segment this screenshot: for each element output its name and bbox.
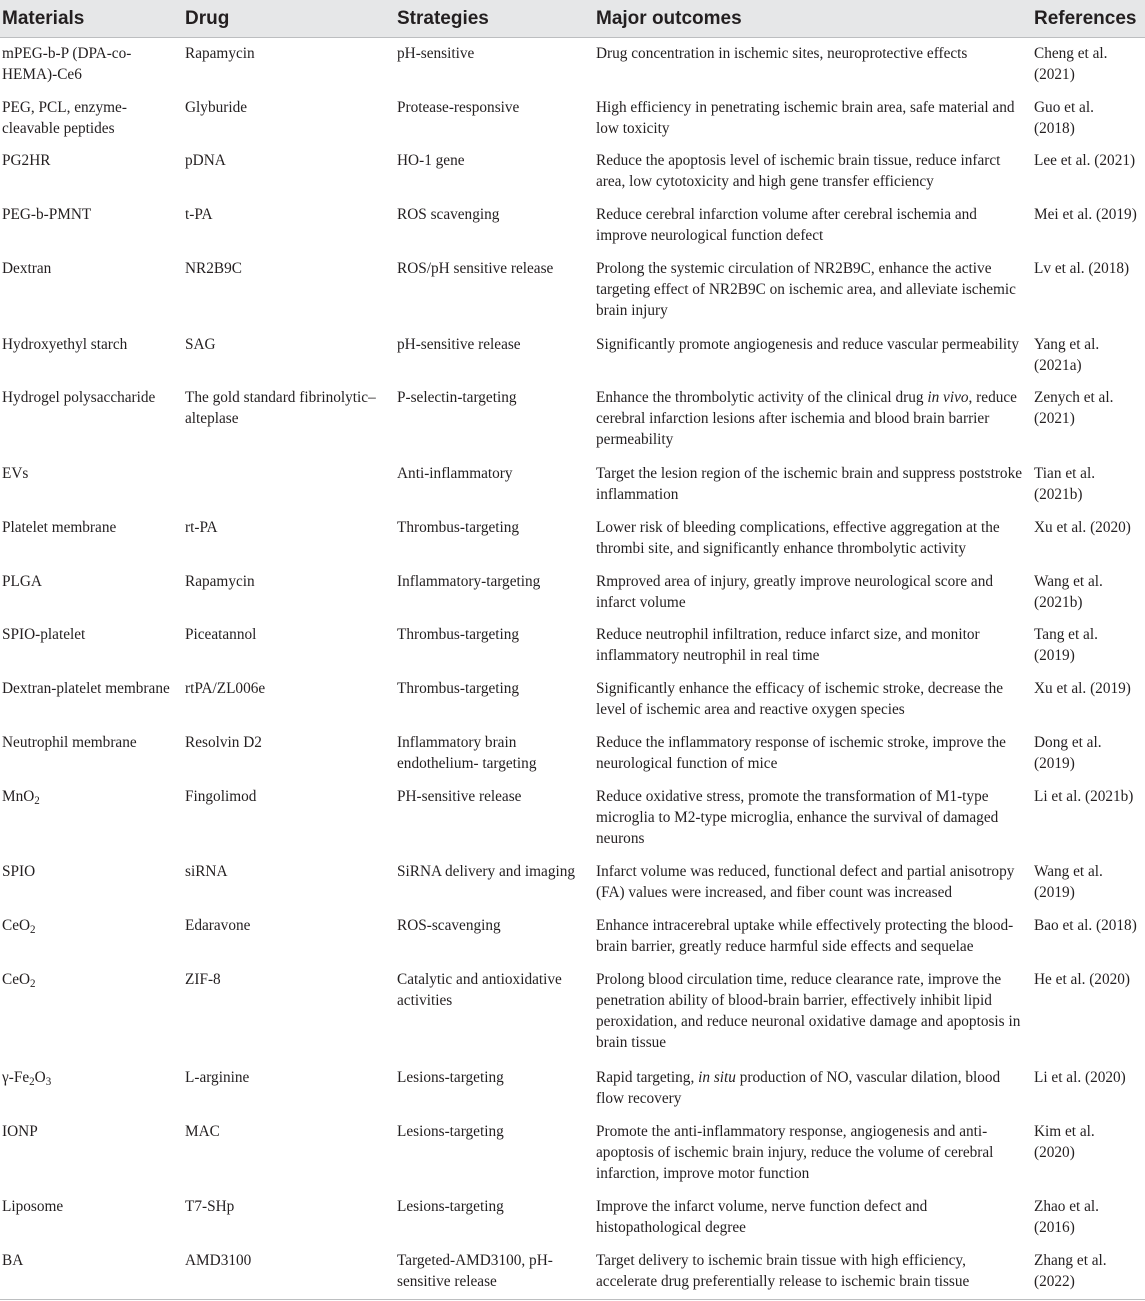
- strategies-cell: Inflammatory brain endothelium- targeting: [397, 733, 537, 772]
- outcomes-cell: Promote the anti-inflammatory response, angiogenesis and anti-apoptosis of ischemic brain injury, reduce the volume of cerebral infarction, improve motor function: [596, 1122, 994, 1182]
- drug-cell: T7-SHp: [185, 1198, 235, 1216]
- outcomes-cell: High efficiency in penetrating ischemic brain area, safe material and low toxicity: [596, 98, 1015, 137]
- outcomes-text: Enhance the thrombolytic activity of the clinical drug: [596, 389, 928, 407]
- materials-cell: PG2HR: [2, 152, 51, 170]
- strategies-cell: ROS-scavenging: [397, 917, 501, 935]
- strategies-cell: HO-1 gene: [397, 152, 465, 170]
- strategies-cell: ROS scavenging: [397, 206, 500, 224]
- references-cell: He et al. (2020): [1034, 970, 1130, 988]
- table-row: [0, 727, 1145, 781]
- outcomes-text: , reduce cerebral infarction lesions after ischemia and blood brain barrier permeability: [596, 389, 1017, 449]
- references-cell: Bao et al. (2018): [1034, 917, 1137, 935]
- outcomes-cell: [594, 1062, 1032, 1116]
- drug-cell: Edaravone: [185, 917, 251, 935]
- outcomes-cell: Significantly enhance the efficacy of ischemic stroke, decrease the level of ischemic area and reactive oxygen species: [596, 680, 1004, 719]
- references-cell: Mei et al. (2019): [1034, 206, 1137, 224]
- materials-formula: γ-Fe: [2, 1068, 30, 1086]
- drug-cell: pDNA: [185, 152, 226, 170]
- table-row: [0, 781, 1145, 857]
- references-cell: Dong et al. (2019): [1034, 733, 1102, 772]
- table-row: [0, 910, 1145, 964]
- drug-cell: Piceatannol: [185, 626, 257, 644]
- subscript: 2: [34, 794, 40, 807]
- references-cell: Wang et al. (2019): [1034, 863, 1103, 902]
- table-row: [0, 673, 1145, 727]
- outcomes-cell: Reduce the inflammatory response of ischemic stroke, improve the neurological function of mice: [596, 733, 1006, 772]
- outcomes-cell: Infarct volume was reduced, functional defect and partial anisotropy (FA) values were increased, and fiber count was increased: [596, 863, 1015, 902]
- materials-formula: O: [34, 1068, 46, 1086]
- references-cell: Lv et al. (2018): [1034, 259, 1130, 277]
- table-row: [0, 1116, 1145, 1192]
- table-row: [0, 92, 1145, 146]
- materials-cell: [0, 964, 183, 1062]
- table-row: [0, 619, 1145, 673]
- materials-cell: PLGA: [2, 572, 42, 590]
- drug-cell: AMD3100: [183, 1245, 395, 1299]
- drug-cell: siRNA: [185, 863, 228, 881]
- table-row: [0, 458, 1145, 512]
- drug-cell: Glyburide: [185, 98, 248, 116]
- outcomes-cell: Prolong blood circulation time, reduce clearance rate, improve the penetration ability of blood-brain barrier, effectively inhibit lipid peroxidation, and reduce neuronal oxidative damage and apoptosis in brain tissue: [596, 970, 1021, 1051]
- references-cell: Tang et al. (2019): [1034, 626, 1098, 665]
- outcomes-cell: Reduce the apoptosis level of ischemic brain tissue, reduce infarct area, low cytotoxicity and high gene transfer efficiency: [596, 152, 1001, 191]
- strategies-cell: P-selectin-targeting: [397, 389, 517, 407]
- table-row: [0, 512, 1145, 566]
- subscript: 2: [30, 923, 36, 936]
- materials-cell: Liposome: [2, 1198, 64, 1216]
- table-row: [0, 145, 1145, 199]
- table-row: [0, 38, 1145, 92]
- table-row: [0, 964, 1145, 1062]
- references-cell: Tian et al. (2021b): [1034, 465, 1096, 504]
- strategies-cell: pH-sensitive release: [397, 335, 521, 353]
- table-row: [0, 566, 1145, 620]
- strategies-cell: Targeted-AMD3100, pH-sensitive release: [395, 1245, 594, 1299]
- drug-cell: t-PA: [185, 206, 213, 224]
- table-row: [0, 856, 1145, 910]
- strategies-cell: Inflammatory-targeting: [397, 572, 541, 590]
- outcomes-italic: in situ: [698, 1068, 736, 1086]
- strategies-cell: Thrombus-targeting: [397, 680, 520, 698]
- header-references: References: [1032, 0, 1145, 38]
- references-cell: Zenych et al. (2021): [1034, 389, 1114, 428]
- strategies-cell: Thrombus-targeting: [397, 519, 520, 537]
- header-row: [0, 0, 1145, 38]
- materials-cell: EVs: [2, 465, 29, 483]
- materials-cell: IONP: [2, 1122, 38, 1140]
- strategies-cell: pH-sensitive: [397, 45, 475, 62]
- outcomes-cell: Enhance intracerebral uptake while effectively protecting the blood-brain barrier, greatly reduce harmful side effects and sequelae: [596, 917, 1014, 956]
- strategies-cell: Lesions-targeting: [397, 1198, 504, 1216]
- references-cell: Lee et al. (2021): [1034, 152, 1136, 170]
- outcomes-cell: Prolong the systemic circulation of NR2B9C, enhance the active targeting effect of NR2B9C on ischemic area, and alleviate ischemic brain injury: [596, 259, 1016, 319]
- materials-cell: Hydroxyethyl starch: [2, 335, 128, 353]
- drug-cell: Rapamycin: [185, 572, 255, 590]
- strategies-cell: Lesions-targeting: [397, 1068, 504, 1086]
- references-cell: Cheng et al. (2021): [1034, 45, 1108, 83]
- drug-cell: SAG: [185, 335, 216, 353]
- outcomes-cell: Target the lesion region of the ischemic brain and suppress poststroke inflammation: [596, 465, 1023, 504]
- subscript: 3: [45, 1075, 52, 1088]
- strategies-cell: Catalytic and antioxidative activities: [397, 970, 562, 1009]
- references-cell: Wang et al. (2021b): [1034, 572, 1103, 611]
- references-cell: Zhao et al. (2016): [1034, 1198, 1099, 1237]
- outcomes-cell: Significantly promote angiogenesis and reduce vascular permeability: [596, 335, 1020, 353]
- outcomes-cell: [594, 382, 1032, 458]
- references-cell: Li et al. (2020): [1034, 1068, 1126, 1086]
- drug-cell: MAC: [185, 1122, 220, 1140]
- references-cell: Xu et al. (2020): [1034, 519, 1131, 537]
- strategies-cell: Anti-inflammatory: [397, 465, 513, 483]
- strategies-cell: Lesions-targeting: [397, 1122, 504, 1140]
- outcomes-text: production of NO, vascular dilation, blood flow recovery: [596, 1068, 1001, 1107]
- materials-formula: CeO: [2, 970, 31, 988]
- materials-cell: Dextran: [2, 259, 52, 277]
- outcomes-cell: Reduce neutrophil infiltration, reduce infarct size, and monitor inflammatory neutrophil in real time: [596, 626, 980, 665]
- outcomes-text: Rapid targeting,: [596, 1068, 699, 1086]
- outcomes-cell: Improve the infarct volume, nerve function defect and histopathological degree: [596, 1198, 928, 1237]
- materials-formula: CeO: [2, 917, 31, 935]
- drug-cell: L-arginine: [185, 1068, 250, 1086]
- references-cell: Xu et al. (2019): [1034, 680, 1131, 698]
- table-row: [0, 1245, 1145, 1299]
- outcomes-italic: in vivo: [927, 389, 969, 407]
- drug-cell: NR2B9C: [185, 259, 242, 277]
- header-drug: Drug: [183, 0, 395, 38]
- strategies-cell: Protease-responsive: [397, 98, 520, 116]
- strategies-cell: PH-sensitive release: [397, 787, 522, 805]
- materials-cell: Neutrophil membrane: [2, 733, 137, 751]
- drug-cell: Rapamycin: [185, 45, 255, 62]
- outcomes-cell: Rmproved area of injury, greatly improve neurological score and infarct volume: [596, 572, 994, 611]
- drug-cell: ZIF-8: [185, 970, 221, 988]
- table-row: [0, 253, 1145, 329]
- references-cell: Li et al. (2021b): [1034, 787, 1134, 805]
- outcomes-cell: Reduce cerebral infarction volume after cerebral ischemia and improve neurological function defect: [596, 206, 977, 245]
- strategies-cell: ROS/pH sensitive release: [397, 259, 554, 277]
- references-cell: Kim et al. (2020): [1034, 1122, 1095, 1161]
- materials-cell: PEG, PCL, enzyme-cleavable peptides: [2, 98, 127, 137]
- table-row: [0, 329, 1145, 383]
- materials-cell: BA: [0, 1245, 183, 1299]
- outcomes-cell: Lower risk of bleeding complications, effective aggregation at the thrombi site, and significantly enhance thrombolytic activity: [596, 519, 1000, 558]
- materials-formula: MnO: [2, 787, 35, 805]
- references-cell: Zhang et al. (2022): [1032, 1245, 1145, 1299]
- drug-cell: rtPA/ZL006e: [185, 680, 266, 698]
- subscript: 2: [29, 1075, 35, 1088]
- materials-cell: [0, 781, 183, 857]
- outcomes-cell: Reduce oxidative stress, promote the transformation of M1-type microglia to M2-type microglia, enhance the survival of damaged neurons: [596, 787, 999, 847]
- materials-cell: PEG-b-PMNT: [2, 206, 92, 224]
- header-major-outcomes: Major outcomes: [594, 0, 1032, 38]
- materials-cell: [0, 910, 183, 964]
- materials-cell: Platelet membrane: [2, 519, 117, 537]
- table-row: [0, 382, 1145, 458]
- materials-cell: Hydrogel polysaccharide: [2, 389, 156, 407]
- table-row: [0, 1062, 1145, 1116]
- strategies-cell: SiRNA delivery and imaging: [397, 863, 576, 881]
- materials-cell: [0, 1062, 183, 1116]
- materials-cell: SPIO-platelet: [2, 626, 86, 644]
- materials-cell: SPIO: [2, 863, 36, 881]
- materials-cell: Dextran-platelet membrane: [2, 680, 170, 698]
- outcomes-cell: Drug concentration in ischemic sites, neuroprotective effects: [596, 45, 968, 62]
- header-materials: Materials: [0, 0, 183, 38]
- strategies-cell: Thrombus-targeting: [397, 626, 520, 644]
- drug-cell: The gold standard fibrinolytic–alteplase: [185, 389, 376, 428]
- header-strategies: Strategies: [395, 0, 594, 38]
- drug-cell: [183, 458, 395, 512]
- drug-cell: rt-PA: [185, 519, 218, 537]
- drug-cell: Fingolimod: [185, 787, 257, 805]
- drug-cell: Resolvin D2: [185, 733, 262, 751]
- table-row: [0, 1191, 1145, 1245]
- table-row: [0, 199, 1145, 253]
- outcomes-cell: Target delivery to ischemic brain tissue with high efficiency, accelerate drug preferentially release to ischemic brain tissue: [594, 1245, 1032, 1299]
- references-cell: Guo et al. (2018): [1034, 98, 1094, 137]
- subscript: 2: [30, 977, 36, 990]
- materials-cell: mPEG-b-P (DPA-co-HEMA)-Ce6: [2, 45, 132, 83]
- references-cell: Yang et al. (2021a): [1034, 335, 1100, 374]
